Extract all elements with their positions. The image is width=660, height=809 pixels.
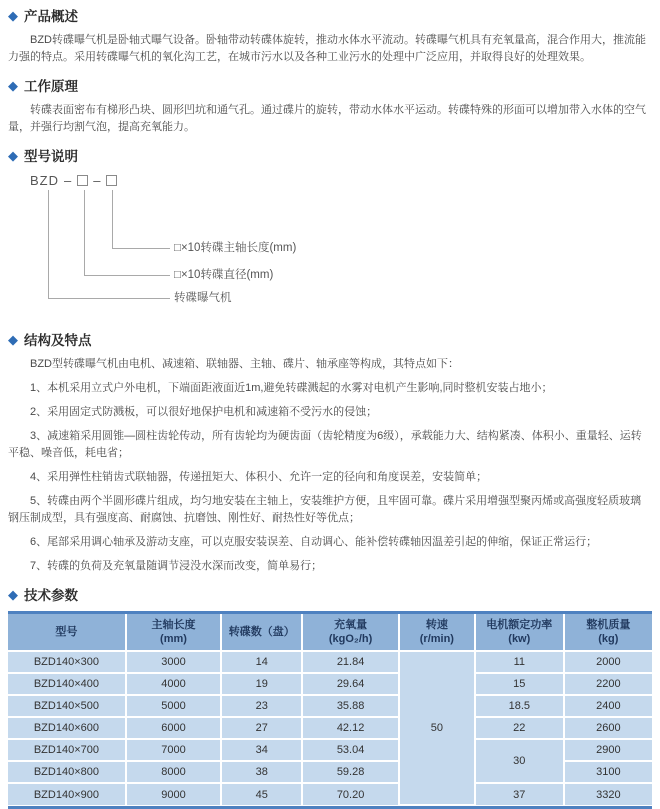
- section-heading-features: [8, 329, 652, 349]
- table-cell: BZD140×800: [8, 761, 126, 783]
- table-cell: 2200: [564, 673, 652, 695]
- table-cell: 30: [475, 739, 564, 783]
- table-cell: BZD140×300: [8, 651, 126, 673]
- feature-item: 1、本机采用立式户外电机，下端面距液面近1m,避免转碟溅起的水雾对电机产生影响,同时整机安装占地小；: [30, 382, 553, 394]
- table-cell: 70.20: [302, 783, 399, 805]
- section-title-tech-params: 技术参数: [24, 588, 78, 603]
- table-cell: 5000: [126, 695, 221, 717]
- table-cell: 50: [399, 651, 475, 805]
- column-header: 转碟数（盘）: [221, 614, 302, 651]
- model-code-diagram: [8, 172, 652, 320]
- connector-line: [112, 248, 170, 249]
- section-heading-principle: [8, 75, 652, 95]
- feature-item: 4、采用弹性柱销齿式联轴器，传递扭矩大、体积小、允许一定的径向和角度误差，安装简单；: [30, 471, 488, 483]
- table-row: [8, 695, 652, 717]
- tech-params-table-wrapper: [8, 611, 652, 809]
- diamond-icon: ◆: [8, 77, 18, 93]
- column-header: 主轴长度 (mm): [126, 614, 221, 651]
- diamond-icon: ◆: [8, 7, 18, 23]
- table-cell: 35.88: [302, 695, 399, 717]
- table-cell: 42.12: [302, 717, 399, 739]
- model-dash: –: [64, 172, 73, 188]
- column-header: 转速 (r/min): [399, 614, 475, 651]
- features-list: [8, 380, 652, 575]
- table-cell: 4000: [126, 673, 221, 695]
- table-cell: 2000: [564, 651, 652, 673]
- model-code: [30, 172, 117, 188]
- section-heading-overview: [8, 5, 652, 25]
- table-cell: 45: [221, 783, 302, 805]
- table-cell: 23: [221, 695, 302, 717]
- section-heading-tech-params: [8, 584, 652, 604]
- table-cell: 38: [221, 761, 302, 783]
- feature-item: 2、采用固定式防溅板，可以很好地保护电机和减速箱不受污水的侵蚀；: [30, 406, 378, 418]
- principle-paragraph: 转碟表面密布有梯形凸块、圆形凹坑和通气孔。通过碟片的旋转，带动水体水平运动。转碟特殊的形面可以增加带入水体的空气量，并强行均割气泡，提高充氧能力。: [8, 104, 646, 133]
- table-cell: 14: [221, 651, 302, 673]
- param-table-header-row: [8, 614, 652, 651]
- table-row: [8, 717, 652, 739]
- diamond-icon: ◆: [8, 331, 18, 347]
- table-cell: 34: [221, 739, 302, 761]
- section-title-model: 型号说明: [24, 149, 78, 164]
- model-label-shaft-length: □×10转碟主轴长度(mm): [174, 242, 297, 254]
- column-header: 充氧量 (kgO₂/h): [302, 614, 399, 651]
- table-cell: 6000: [126, 717, 221, 739]
- table-cell: 3100: [564, 761, 652, 783]
- table-cell: 21.84: [302, 651, 399, 673]
- connector-line: [84, 275, 170, 276]
- table-row: [8, 673, 652, 695]
- table-cell: 29.64: [302, 673, 399, 695]
- model-prefix: BZD: [30, 172, 59, 188]
- table-row: [8, 651, 652, 673]
- param-table-body: [8, 651, 652, 805]
- section-principle: [8, 75, 652, 136]
- table-cell: 2400: [564, 695, 652, 717]
- table-cell: 7000: [126, 739, 221, 761]
- table-cell: 8000: [126, 761, 221, 783]
- table-cell: BZD140×600: [8, 717, 126, 739]
- table-cell: 9000: [126, 783, 221, 805]
- diamond-icon: ◆: [8, 586, 18, 602]
- table-cell: 53.04: [302, 739, 399, 761]
- table-row: [8, 783, 652, 805]
- table-cell: BZD140×700: [8, 739, 126, 761]
- table-cell: 27: [221, 717, 302, 739]
- table-cell: 18.5: [475, 695, 564, 717]
- model-label-disc-diameter: □×10转碟直径(mm): [174, 269, 274, 281]
- connector-line: [112, 190, 113, 248]
- model-dash: –: [93, 172, 102, 188]
- table-cell: BZD140×500: [8, 695, 126, 717]
- placeholder-box-icon: [77, 175, 88, 186]
- table-cell: 3320: [564, 783, 652, 805]
- table-cell: 22: [475, 717, 564, 739]
- table-cell: 15: [475, 673, 564, 695]
- table-cell: 2600: [564, 717, 652, 739]
- connector-line: [84, 190, 85, 275]
- table-row: [8, 739, 652, 761]
- placeholder-box-icon: [106, 175, 117, 186]
- section-title-overview: 产品概述: [24, 9, 78, 24]
- section-model: [8, 145, 652, 320]
- features-intro: BZD型转碟曝气机由电机、减速箱、联轴器、主轴、碟片、轴承座等构成，其特点如下：: [30, 358, 459, 370]
- table-cell: 59.28: [302, 761, 399, 783]
- section-tech-params: [8, 584, 652, 809]
- table-cell: 2900: [564, 739, 652, 761]
- feature-item: 7、转碟的负荷及充氧量随调节浸没水深而改变，简单易行；: [30, 560, 323, 572]
- column-header: 电机额定功率 (kw): [475, 614, 564, 651]
- connector-line: [48, 298, 170, 299]
- section-heading-model: [8, 145, 652, 165]
- table-cell: BZD140×900: [8, 783, 126, 805]
- section-features: [8, 329, 652, 575]
- table-cell: 37: [475, 783, 564, 805]
- feature-item: 5、转碟由两个半圆形碟片组成，均匀地安装在主轴上，安装维护方便，且牢固可靠。碟片采用增强型聚丙烯或高强度轻质玻璃钢压制成型，具有强度高、耐腐蚀、抗磨蚀、刚性好、耐热性好等优点；: [8, 495, 642, 524]
- feature-item: 6、尾部采用调心轴承及游动支座，可以克服安装误差、自动调心、能补偿转碟轴因温差引起的伸缩，保证正常运行；: [30, 536, 598, 548]
- model-label-machine-name: 转碟曝气机: [174, 292, 232, 304]
- diamond-icon: ◆: [8, 147, 18, 163]
- table-cell: 19: [221, 673, 302, 695]
- connector-line: [48, 190, 49, 298]
- table-cell: 11: [475, 651, 564, 673]
- section-title-features: 结构及特点: [24, 333, 92, 348]
- column-header: 整机质量 (kg): [564, 614, 652, 651]
- table-cell: BZD140×400: [8, 673, 126, 695]
- feature-item: 3、减速箱采用圆锥—圆柱齿轮传动，所有齿轮均为硬齿面（齿轮精度为6级），承载能力大、结构紧凑、体积小、重量轻、运转平稳、噪音低，耗电省；: [8, 430, 642, 459]
- section-title-principle: 工作原理: [24, 79, 78, 94]
- column-header: 型号: [8, 614, 126, 651]
- section-overview: [8, 5, 652, 66]
- tech-params-table: [8, 614, 652, 806]
- table-cell: 3000: [126, 651, 221, 673]
- overview-paragraph: BZD转碟曝气机是卧轴式曝气设备。卧轴带动转碟体旋转，推动水体水平流动。转碟曝气机具有充氧量高，混合作用大，推流能力强的特点。采用转碟曝气机的氧化沟工艺，在城市污水以及各种工业污水的处理中广泛应用，并取得良好的处理效果。: [8, 34, 646, 63]
